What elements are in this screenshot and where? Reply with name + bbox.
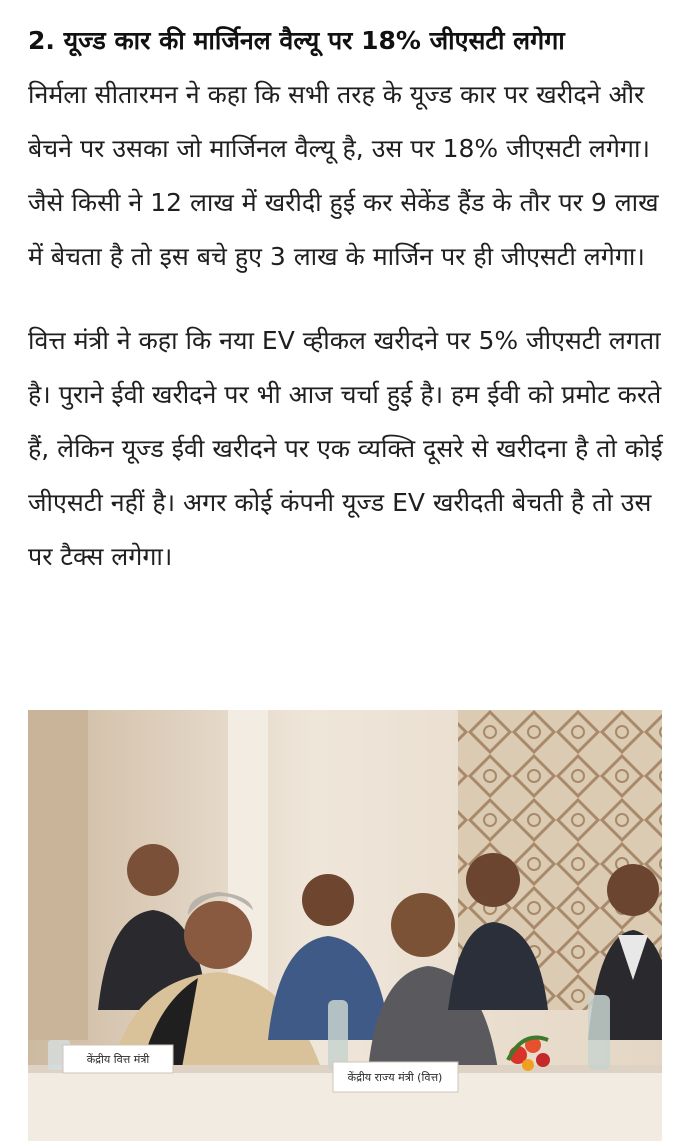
meeting-photo-illustration <box>28 710 662 1141</box>
article-photo[interactable] <box>28 710 662 1141</box>
paragraph-used-car-gst: निर्मला सीतारमन ने कहा कि सभी तरह के यूज्ड कार पर खरीदने और बेचने पर उसका जो मार्जिनल वैल्यू है, उस पर 18% जीएसटी लगेगा। जैसे किसी ने 12 लाख में खरीदी हुई कर सेकेंड हैंड के तौर पर 9 लाख में बेचता है तो इस बचे हुए 3 लाख के मार्जिन पर ही जीएसटी लगेगा। <box>28 80 659 271</box>
section-heading: 2. यूज्ड कार की मार्जिनल वैल्यू पर 18% जीएसटी लगेगा <box>28 26 565 55</box>
placard-left: केंद्रीय वित्त मंत्री <box>86 1053 150 1066</box>
paragraph-ev-gst: वित्त मंत्री ने कहा कि नया EV व्हीकल खरीदने पर 5% जीएसटी लगता है। पुराने ईवी खरीदने पर भी आज चर्चा हुई है। हम ईवी को प्रमोट करते हैं, लेकिन यूज्ड ईवी खरीदने पर एक व्यक्ति दूसरे से खरीदना है तो कोई जीएसटी नहीं है। अगर कोई कंपनी यूज्ड EV खरीदती बेचती है तो उस पर टैक्स लगेगा। <box>28 326 663 571</box>
placard-right: केंद्रीय राज्य मंत्री (वित्त) <box>347 1071 443 1084</box>
article-body <box>28 14 668 584</box>
